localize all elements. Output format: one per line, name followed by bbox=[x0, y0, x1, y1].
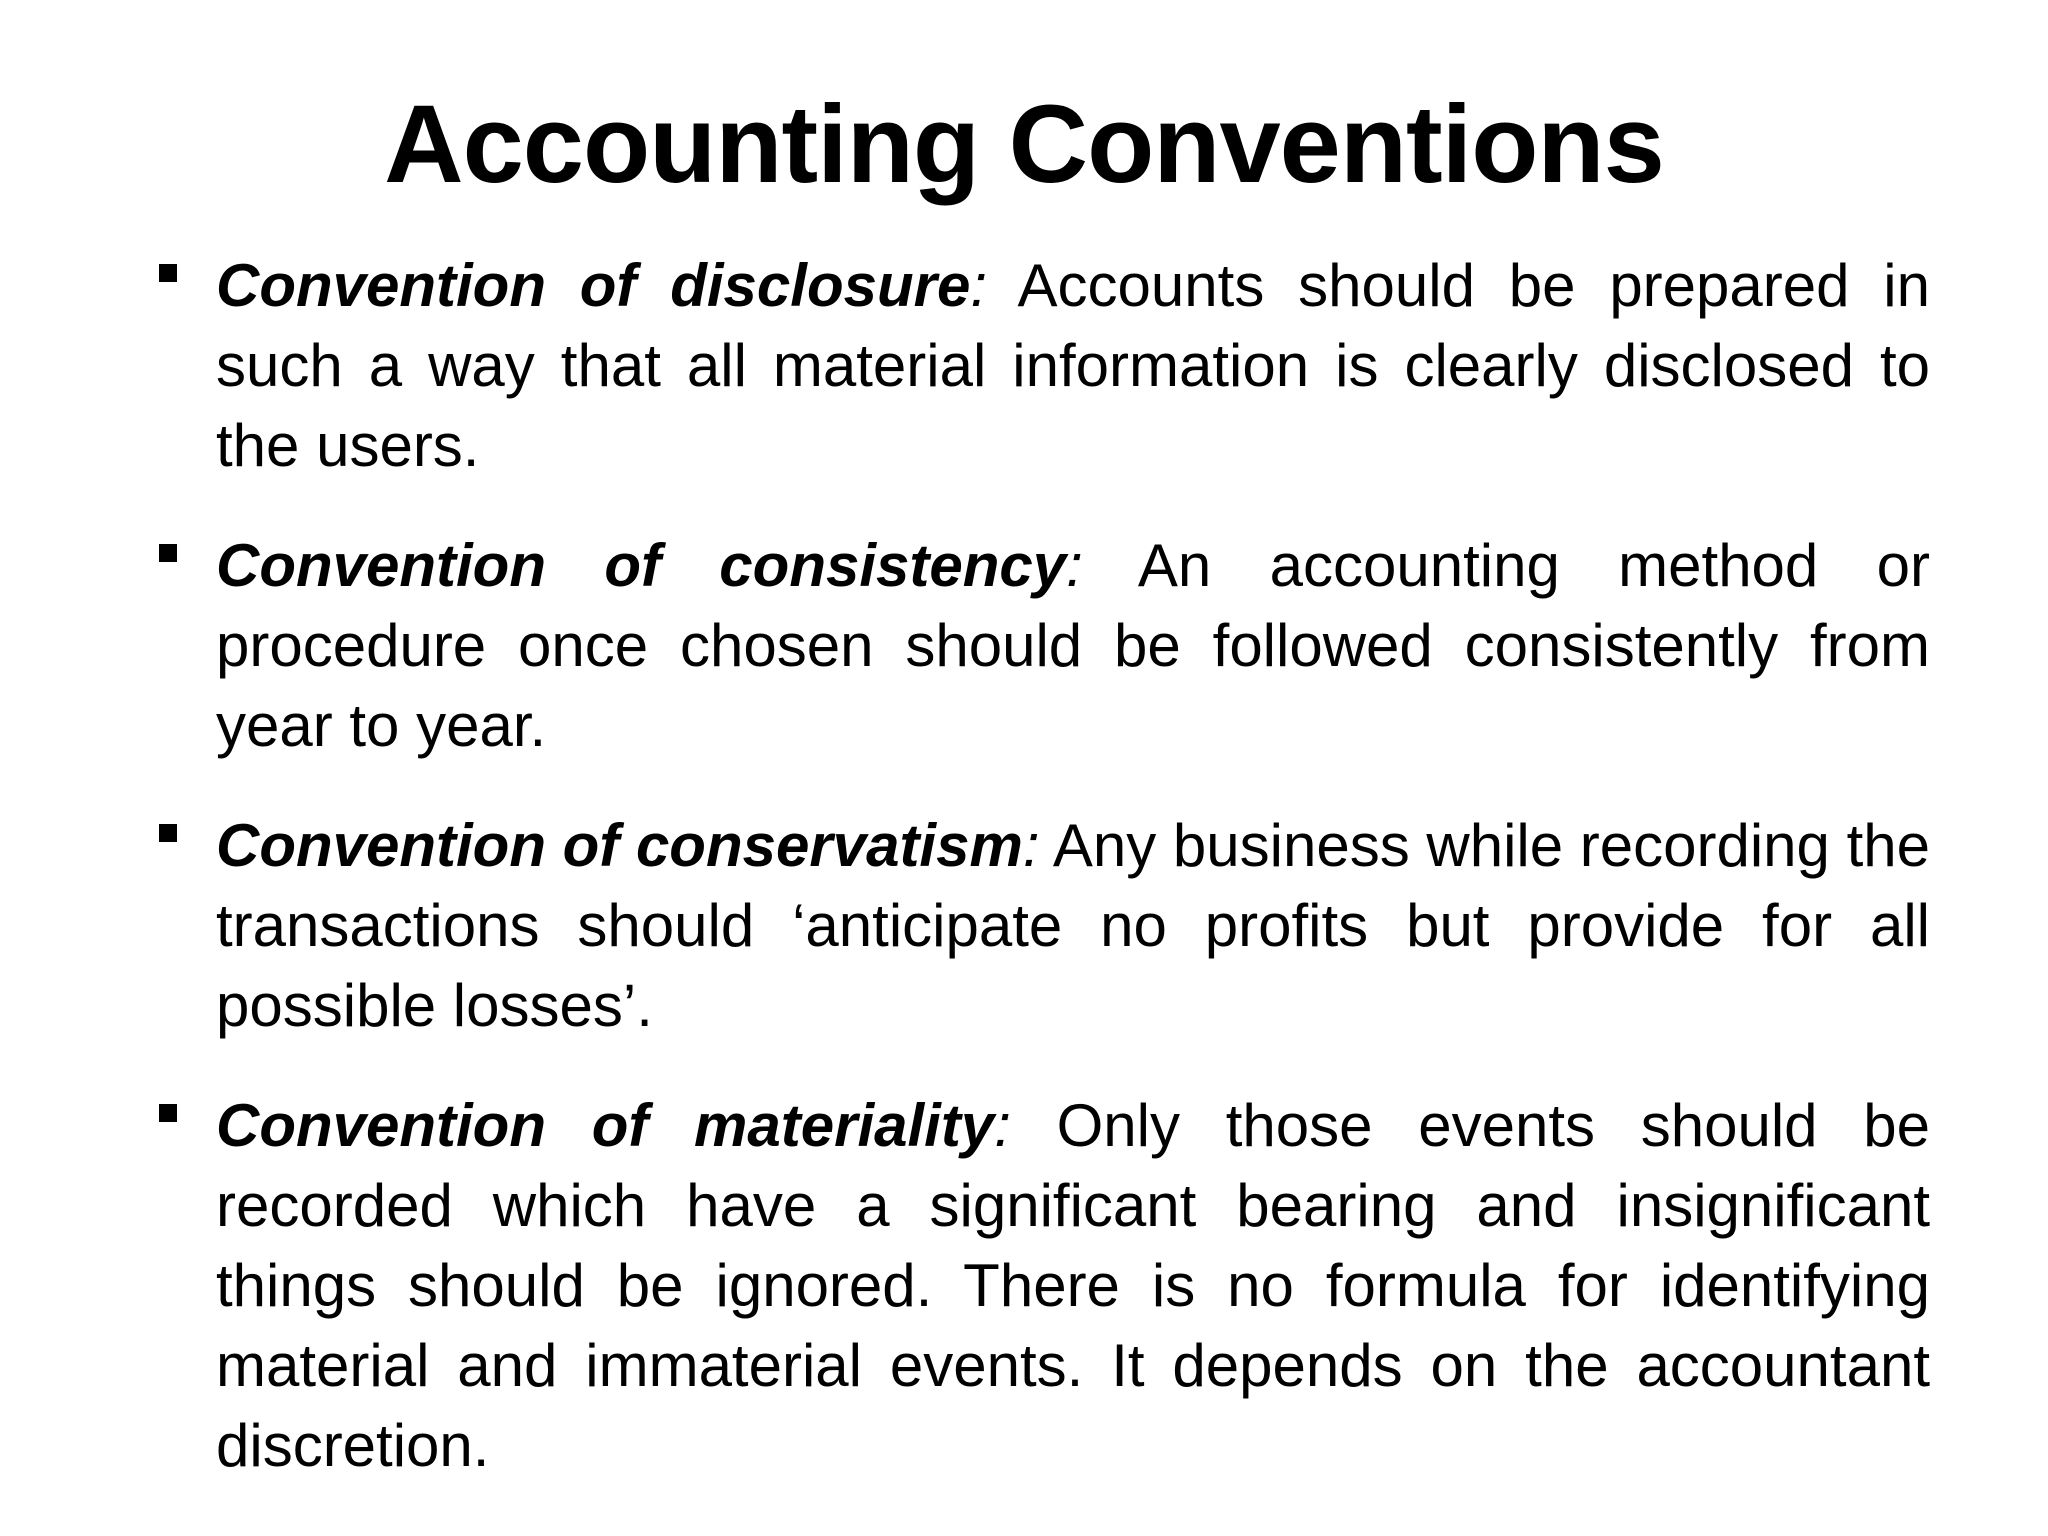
bullet-separator: : bbox=[1066, 532, 1083, 599]
bullet-separator: : bbox=[994, 1092, 1011, 1159]
bullet-text bbox=[216, 246, 1930, 486]
square-bullet-icon bbox=[150, 1086, 216, 1166]
bullet-term: Convention of consistency bbox=[216, 532, 1067, 599]
square-bullet-icon bbox=[150, 246, 216, 326]
bullet-term: Convention of materiality bbox=[216, 1092, 995, 1159]
bullet-separator: : bbox=[970, 252, 988, 319]
bullet-disclosure bbox=[150, 246, 1930, 486]
bullet-description: An accounting method or procedure once chosen should be followed consistently from year to year. bbox=[216, 532, 1931, 759]
square-bullet-icon bbox=[150, 526, 216, 606]
bullet-description: Any business while recording the transactions should ‘anticipate no profits but provide for all possible losses’. bbox=[216, 812, 1930, 1039]
square-bullet-icon bbox=[150, 806, 216, 886]
slide-title: Accounting Conventions bbox=[384, 83, 1664, 206]
bullet-materiality bbox=[150, 1086, 1930, 1486]
bullet-description: Only those events should be recorded which have a significant bearing and insignificant things should be ignored. There is no formula for identifying material and immaterial events. It depends on the accountant discretion. bbox=[216, 1092, 1930, 1479]
bullet-consistency bbox=[150, 526, 1930, 766]
bullet-term: Convention of conservatism bbox=[216, 812, 1023, 879]
bullet-description: Accounts should be prepared in such a way that all material information is clearly disclosed to the users. bbox=[216, 252, 1931, 479]
bullet-separator: : bbox=[1022, 812, 1040, 879]
bullet-conservatism bbox=[150, 806, 1930, 1046]
bullet-text bbox=[216, 1086, 1930, 1486]
bullet-text bbox=[216, 526, 1930, 766]
bullet-list bbox=[150, 246, 1930, 1526]
bullet-term: Convention of disclosure bbox=[216, 252, 971, 319]
bullet-text bbox=[216, 806, 1930, 1046]
